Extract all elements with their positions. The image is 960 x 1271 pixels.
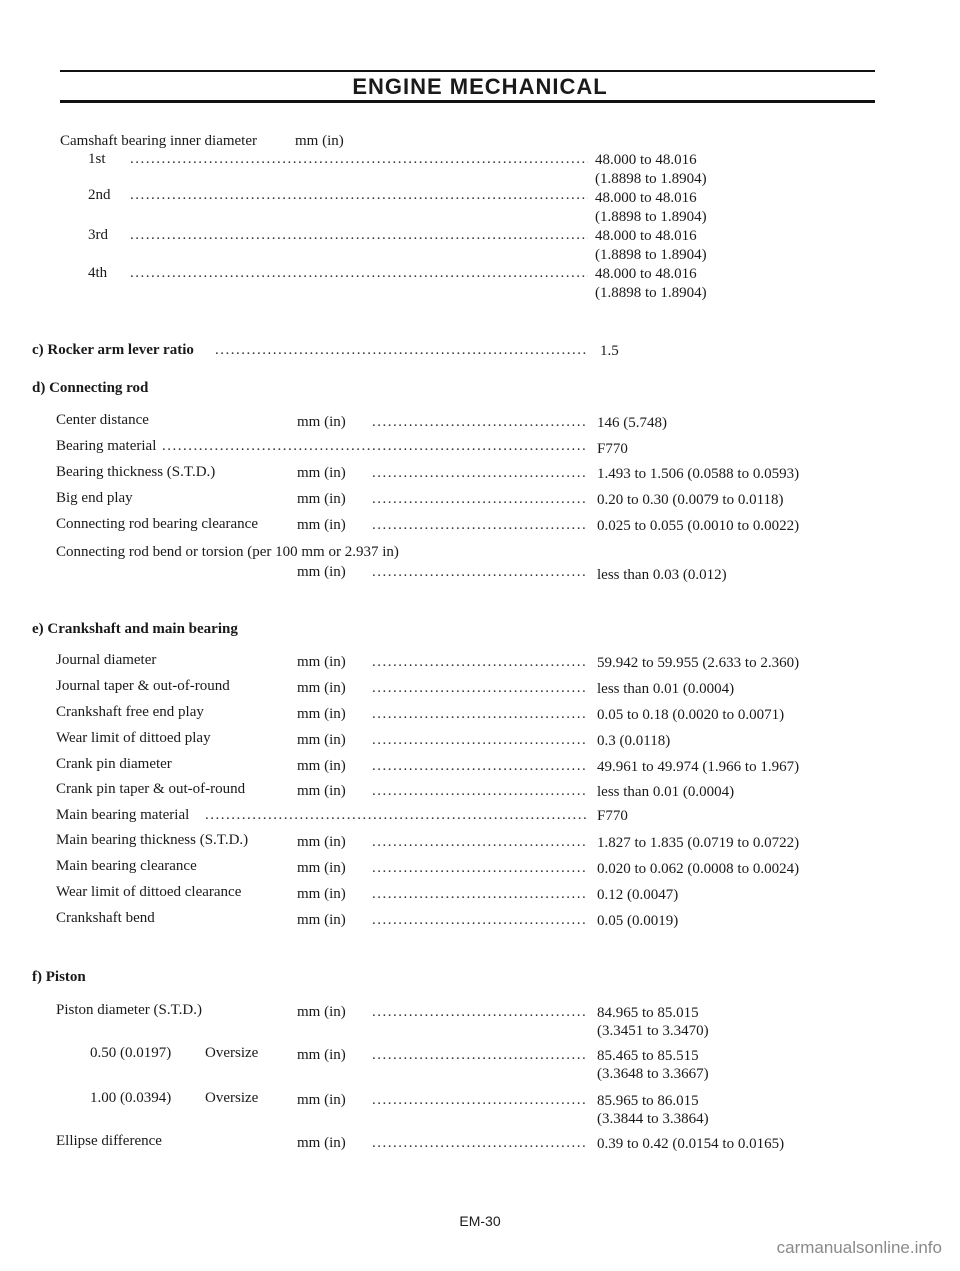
dot-leader [372, 1134, 588, 1154]
spec-value: less than 0.03 (0.012) [597, 567, 727, 583]
spec-value: 85.465 to 85.515 [597, 1048, 699, 1064]
dot-leader [372, 464, 588, 484]
spec-unit: mm (in) [297, 465, 346, 481]
camshaft-row-label: 4th [88, 265, 108, 281]
spec-label: Crank pin diameter [56, 756, 172, 772]
spec-unit: mm (in) [297, 414, 346, 430]
camshaft-unit: mm (in) [295, 133, 344, 149]
spec-unit: mm (in) [297, 1047, 346, 1063]
spec-unit: mm (in) [297, 783, 346, 799]
dot-leader [215, 341, 588, 361]
oversize-label: Oversize [205, 1045, 259, 1061]
camshaft-row-value: 48.000 to 48.016 [595, 190, 697, 206]
spec-value: 0.025 to 0.055 (0.0010 to 0.0022) [597, 518, 800, 534]
dot-leader [130, 150, 588, 170]
oversize-label: Oversize [205, 1090, 259, 1106]
spec-label: Ellipse difference [56, 1133, 162, 1149]
spec-value: 0.12 (0.0047) [597, 887, 679, 903]
header-rule-bottom [60, 100, 875, 103]
spec-label: Connecting rod bend or torsion (per 100 mm or 2.937 in) [56, 544, 399, 560]
camshaft-label: Camshaft bearing inner diameter [60, 133, 258, 149]
camshaft-row-value-inch: (1.8898 to 1.8904) [595, 171, 707, 187]
spec-value-inch: (3.3844 to 3.3864) [597, 1111, 709, 1127]
spec-label: 0.50 (0.0197) [90, 1045, 172, 1061]
spec-value: 0.20 to 0.30 (0.0079 to 0.0118) [597, 492, 784, 508]
camshaft-row-value: 48.000 to 48.016 [595, 228, 697, 244]
camshaft-row-value-inch: (1.8898 to 1.8904) [595, 247, 707, 263]
camshaft-row-label: 1st [88, 151, 106, 167]
spec-value: F770 [597, 441, 628, 457]
dot-leader [372, 563, 588, 583]
page-title: ENGINE MECHANICAL [352, 74, 608, 99]
spec-value: F770 [597, 808, 628, 824]
spec-unit: mm (in) [297, 706, 346, 722]
spec-unit: mm (in) [297, 886, 346, 902]
spec-unit: mm (in) [297, 680, 346, 696]
spec-value: 0.020 to 0.062 (0.0008 to 0.0024) [597, 861, 800, 877]
spec-value: 0.05 (0.0019) [597, 913, 679, 929]
dot-leader [372, 859, 588, 879]
spec-unit: mm (in) [297, 732, 346, 748]
dot-leader [372, 413, 588, 433]
spec-label: Journal diameter [56, 652, 157, 668]
spec-value: less than 0.01 (0.0004) [597, 784, 735, 800]
camshaft-row-label: 3rd [88, 227, 108, 243]
spec-value: 1.827 to 1.835 (0.0719 to 0.0722) [597, 835, 800, 851]
spec-unit: mm (in) [297, 564, 346, 580]
dot-leader [372, 911, 588, 931]
spec-label: Piston diameter (S.T.D.) [56, 1002, 202, 1018]
camshaft-row-label: 2nd [88, 187, 111, 203]
spec-value: 1.493 to 1.506 (0.0588 to 0.0593) [597, 466, 800, 482]
spec-value: 49.961 to 49.974 (1.966 to 1.967) [597, 759, 800, 775]
dot-leader [372, 757, 588, 777]
dot-leader [372, 679, 588, 699]
spec-unit: mm (in) [297, 912, 346, 928]
spec-unit: mm (in) [297, 1004, 346, 1020]
spec-value: 146 (5.748) [597, 415, 667, 431]
dot-leader [130, 264, 588, 284]
spec-label: 1.00 (0.0394) [90, 1090, 172, 1106]
spec-value: 84.965 to 85.015 [597, 1005, 699, 1021]
rocker-ratio-value: 1.5 [600, 343, 619, 359]
spec-label: Wear limit of dittoed play [56, 730, 211, 746]
spec-unit: mm (in) [297, 1135, 346, 1151]
spec-value: 59.942 to 59.955 (2.633 to 2.360) [597, 655, 800, 671]
dot-leader [372, 516, 588, 536]
camshaft-row-value: 48.000 to 48.016 [595, 266, 697, 282]
spec-label: Crank pin taper & out-of-round [56, 781, 246, 797]
crankshaft-heading: e) Crankshaft and main bearing [32, 621, 238, 637]
spec-value: 85.965 to 86.015 [597, 1093, 699, 1109]
spec-value-inch: (3.3451 to 3.3470) [597, 1023, 709, 1039]
spec-label: Bearing thickness (S.T.D.) [56, 464, 216, 480]
spec-unit: mm (in) [297, 834, 346, 850]
spec-label: Main bearing material [56, 807, 190, 823]
camshaft-row-value: 48.000 to 48.016 [595, 152, 697, 168]
dot-leader [372, 705, 588, 725]
spec-unit: mm (in) [297, 491, 346, 507]
header-rule-top [60, 70, 875, 72]
spec-label: Crankshaft bend [56, 910, 155, 926]
camshaft-row-value-inch: (1.8898 to 1.8904) [595, 285, 707, 301]
spec-unit: mm (in) [297, 1092, 346, 1108]
spec-label: Bearing material [56, 438, 157, 454]
rocker-ratio-label: c) Rocker arm lever ratio [32, 342, 194, 358]
spec-label: Center distance [56, 412, 149, 428]
spec-label: Journal taper & out-of-round [56, 678, 230, 694]
spec-value-inch: (3.3648 to 3.3667) [597, 1066, 709, 1082]
dot-leader [372, 490, 588, 510]
dot-leader [372, 1046, 588, 1066]
dot-leader [130, 186, 588, 206]
spec-value: 0.39 to 0.42 (0.0154 to 0.0165) [597, 1136, 785, 1152]
spec-label: Wear limit of dittoed clearance [56, 884, 242, 900]
page-number: EM-30 [459, 1213, 501, 1229]
spec-value: 0.3 (0.0118) [597, 733, 671, 749]
spec-value: 0.05 to 0.18 (0.0020 to 0.0071) [597, 707, 785, 723]
dot-leader [372, 1091, 588, 1111]
dot-leader [372, 1003, 588, 1023]
dot-leader [372, 731, 588, 751]
spec-label: Main bearing clearance [56, 858, 197, 874]
spec-label: Connecting rod bearing clearance [56, 516, 258, 532]
spec-value: less than 0.01 (0.0004) [597, 681, 735, 697]
spec-unit: mm (in) [297, 758, 346, 774]
dot-leader [372, 653, 588, 673]
spec-label: Main bearing thickness (S.T.D.) [56, 832, 249, 848]
spec-unit: mm (in) [297, 517, 346, 533]
dot-leader [372, 885, 588, 905]
piston-heading: f) Piston [32, 969, 86, 985]
dot-leader [372, 782, 588, 802]
spec-label: Crankshaft free end play [56, 704, 204, 720]
dot-leader [205, 806, 588, 826]
dot-leader [372, 833, 588, 853]
watermark: carmanualsonline.info [776, 1238, 942, 1257]
dot-leader [162, 437, 588, 457]
camshaft-row-value-inch: (1.8898 to 1.8904) [595, 209, 707, 225]
spec-label: Big end play [56, 490, 133, 506]
dot-leader [130, 226, 588, 246]
spec-unit: mm (in) [297, 860, 346, 876]
spec-unit: mm (in) [297, 654, 346, 670]
connecting-rod-heading: d) Connecting rod [32, 380, 149, 396]
